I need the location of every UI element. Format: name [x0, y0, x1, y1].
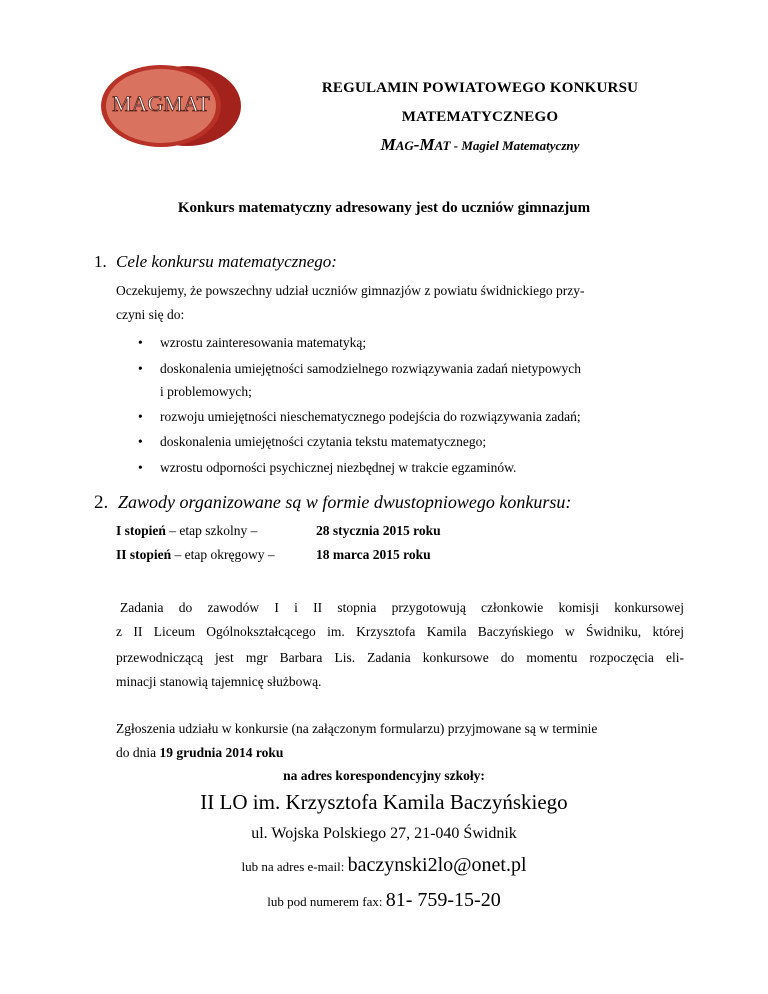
section-1-number: 1. — [94, 252, 107, 271]
bullet-continuation: i problemowych; — [160, 384, 252, 399]
subtitle-rest: - Magiel Matematyczny — [450, 138, 580, 153]
school-name: II LO im. Krzysztofa Kamila Baczyńskiego — [200, 790, 568, 814]
section-1-intro-1: Oczekujemy, że powszechny udział uczniów gimnazjów z powiatu świdnickiego przy- — [116, 283, 585, 298]
subtitle-m1: M — [380, 135, 396, 154]
stage-1-date: 28 stycznia 2015 roku — [316, 523, 441, 538]
section-1-heading — [94, 252, 337, 272]
stage-2: II stopień – etap okręgowy – — [116, 547, 275, 562]
section-2-title: Zawody organizowane są w formie dwustopniowego konkursu: — [118, 492, 572, 512]
subtitle-m2: M — [419, 135, 435, 154]
magmat-logo — [88, 62, 248, 152]
email-address[interactable]: baczynski2lo@onet.pl — [347, 854, 527, 876]
target-audience: Konkurs matematyczny adresowany jest do uczniów gimnazjum — [177, 200, 591, 216]
bullet-item: • doskonalenia umiejętności czytania tekstu matematycznego; — [138, 434, 487, 449]
logo-text: MAGMAT — [112, 91, 210, 116]
bullet-item: • doskonalenia umiejętności samodzielnego rozwiązywania zadań nietypowych — [138, 361, 581, 376]
fax-line — [0, 889, 768, 912]
fax-number: 81- 759-15-20 — [385, 889, 501, 911]
subtitle-dash: - — [413, 135, 420, 154]
submission-date: 19 grudnia 2014 roku — [159, 745, 284, 760]
paragraph-line: z II Liceum Ogólnokształcącego im. Krzysztofa Kamila Baczyńskiego w Świdniku, której — [116, 624, 684, 639]
bullet-icon: • — [138, 434, 143, 449]
address-heading: na adres korespondencyjny szkoły: — [283, 768, 485, 783]
bullet-item: • wzrostu odporności psychicznej niezbędnej w trakcie egzaminów. — [138, 460, 517, 475]
email-label: lub na adres e-mail: — [241, 859, 348, 874]
email-line — [0, 854, 768, 877]
school-street: ul. Wojska Polskiego 27, 21-040 Świdnik — [251, 825, 517, 842]
bullet-item: • wzrostu zainteresowania matematyką; — [138, 335, 367, 350]
title-line-1: REGULAMIN POWIATOWEGO KONKURSU — [321, 80, 639, 96]
title-line-2: MATEMATYCZNEGO — [401, 109, 559, 125]
magmat-logo-graphic — [88, 62, 248, 152]
fax-label: lub pod numerem fax: — [267, 894, 386, 909]
bullet-icon: • — [138, 409, 143, 424]
bullet-icon: • — [138, 361, 143, 376]
bullet-icon: • — [138, 335, 143, 350]
submission-line-2: do dnia 19 grudnia 2014 roku — [116, 745, 284, 760]
subtitle-at: AT — [434, 138, 451, 153]
paragraph-line: Zadania do zawodów I i II stopnia przygotowują członkowie komisji konkursowej — [120, 600, 684, 615]
submission-line-1: Zgłoszenia udziału w konkursie (na załączonym formularzu) przyjmowane są w terminie — [116, 721, 598, 736]
bullet-icon: • — [138, 460, 143, 475]
section-1-title: Cele konkursu matematycznego: — [116, 252, 337, 271]
section-2-heading — [94, 492, 571, 514]
section-1-intro-2: czyni się do: — [116, 307, 185, 322]
paragraph-line: minacji stanowią tajemnicę służbową. — [116, 674, 322, 689]
stage-2-date: 18 marca 2015 roku — [316, 547, 431, 562]
subtitle — [230, 135, 730, 155]
section-2-number: 2. — [94, 492, 109, 513]
bullet-item: • rozwoju umiejętności nieschematycznego podejścia do rozwiązywania zadań; — [138, 409, 581, 424]
subtitle-ag: AG — [395, 138, 414, 153]
stage-1: I stopień – etap szkolny – — [116, 523, 258, 538]
paragraph-line: przewodniczącą jest mgr Barbara Lis. Zadania konkursowe do momentu rozpoczęcia eli- — [116, 650, 684, 665]
